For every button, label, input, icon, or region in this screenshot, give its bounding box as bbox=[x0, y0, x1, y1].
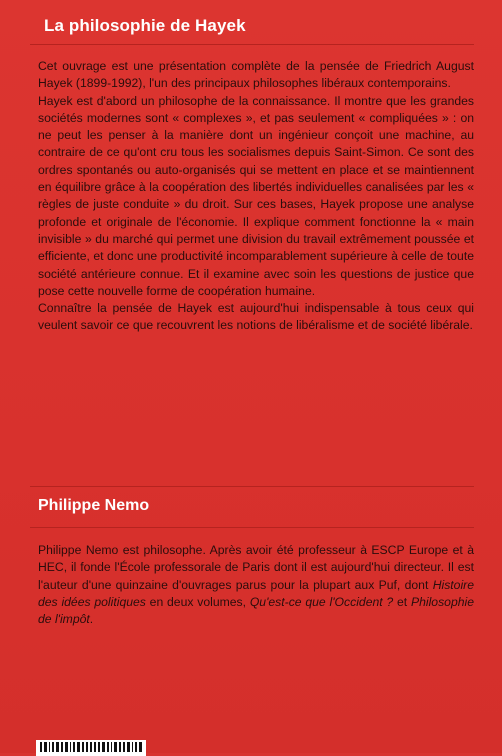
description-paragraph: Cet ouvrage est une présentation complète de la pensée de Friedrich August Hayek (1899-1992), l'un des principaux philosophes libéraux contemporains. bbox=[38, 59, 474, 91]
title-divider bbox=[30, 44, 474, 45]
barcode bbox=[36, 740, 146, 756]
description-block bbox=[38, 58, 474, 335]
bio-book-title: Histoire des idées politiques bbox=[38, 577, 474, 609]
book-title: La philosophie de Hayek bbox=[44, 16, 246, 35]
bio-text: en deux volumes, bbox=[145, 594, 250, 609]
author-name: Philippe Nemo bbox=[38, 497, 150, 514]
bio-divider bbox=[30, 527, 474, 528]
bio-text: . bbox=[89, 612, 94, 627]
bio-text: Philippe Nemo est philosophe. Après avoir été professeur à ESCP Europe et à HEC, il fonde l'École professorale de Paris dont il est aujourd'hui directeur. Il est l'auteur d'une quinzaine d'ouvrages parus pour la plupart aux Puf, dont bbox=[38, 543, 474, 592]
bio-book-title: Philosophie de l'impôt bbox=[38, 594, 474, 627]
description-paragraph: Connaître la pensée de Hayek est aujourd'hui indispensable à tous ceux qui veulent savoir ce que recouvrent les notions de libéralisme et de société libérale. bbox=[38, 301, 474, 333]
bio-book-title: Qu'est-ce que l'Occident ? bbox=[249, 594, 394, 609]
description-paragraph: Hayek est d'abord un philosophe de la connaissance. Il montre que les grandes sociétés modernes sont « complexes », et pas seulement « compliquées » : on ne peut les penser à la manière dont un ingénieur conçoit une machine, au contraire de ce qu'ont cru tous les socialismes depuis Saint-Simon. Ce sont des ordres spontanés ou auto-organisés qui se mettent en place et se maintiennent en équilibre grâce à la coopération des libertés individuelles canalisées par les « règles de juste conduite » du droit. Sur ces bases, Hayek propose une analyse profonde et originale de l'économie. Il explique comment fonctionne la « main invisible » du marché qui permet une division du travail extrêmement poussée et efficiente, et donc une productivité incomparablement supérieure à celle de toute société antérieure connue. Et il examine avec soin les questions de justice que pose cette nouvelle forme de coopération humaine. bbox=[38, 93, 474, 298]
bio-text: et bbox=[393, 594, 411, 609]
author-divider bbox=[30, 486, 474, 487]
author-bio bbox=[38, 542, 474, 628]
